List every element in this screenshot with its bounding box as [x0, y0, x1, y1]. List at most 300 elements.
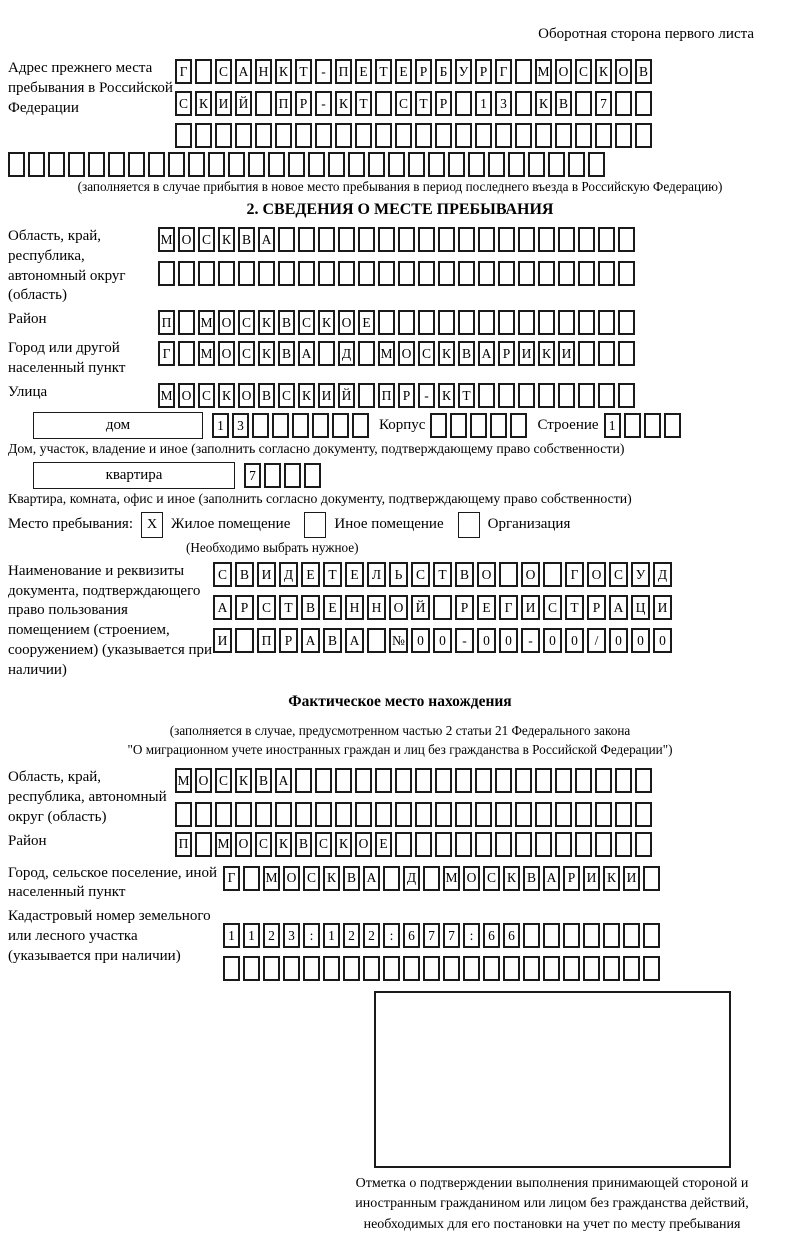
char-cell[interactable] [438, 310, 455, 335]
char-cell[interactable] [563, 923, 580, 948]
char-cell[interactable]: Г [175, 59, 192, 84]
char-cell[interactable]: 0 [411, 628, 430, 653]
char-cell[interactable] [495, 802, 512, 827]
char-cell[interactable]: Е [355, 59, 372, 84]
char-cell[interactable] [223, 956, 240, 981]
char-cell[interactable]: Н [345, 595, 364, 620]
char-cell[interactable] [304, 463, 321, 488]
char-cell[interactable]: К [535, 91, 552, 116]
char-cell[interactable]: 3 [232, 413, 249, 438]
char-cell[interactable]: Р [587, 595, 606, 620]
char-cell[interactable]: П [158, 310, 175, 335]
char-cell[interactable] [583, 923, 600, 948]
char-cell[interactable] [295, 768, 312, 793]
char-cell[interactable] [495, 768, 512, 793]
char-cell[interactable] [535, 832, 552, 857]
char-cell[interactable]: К [538, 341, 555, 366]
char-cell[interactable]: В [295, 832, 312, 857]
char-cell[interactable] [643, 956, 660, 981]
char-cell[interactable] [455, 768, 472, 793]
actual-city-row[interactable] [223, 866, 660, 891]
char-cell[interactable]: 7 [443, 923, 460, 948]
char-cell[interactable] [378, 261, 395, 286]
char-cell[interactable] [455, 123, 472, 148]
char-cell[interactable]: И [583, 866, 600, 891]
char-cell[interactable]: С [483, 866, 500, 891]
char-cell[interactable]: К [603, 866, 620, 891]
char-cell[interactable]: Ь [389, 562, 408, 587]
char-cell[interactable]: Л [367, 562, 386, 587]
char-cell[interactable] [258, 261, 275, 286]
char-cell[interactable] [318, 341, 335, 366]
char-cell[interactable]: П [275, 91, 292, 116]
char-cell[interactable]: К [235, 768, 252, 793]
char-cell[interactable]: К [438, 383, 455, 408]
char-cell[interactable] [328, 152, 345, 177]
char-cell[interactable] [355, 802, 372, 827]
char-cell[interactable] [355, 123, 372, 148]
char-cell[interactable] [518, 227, 535, 252]
char-cell[interactable] [463, 956, 480, 981]
char-cell[interactable] [635, 91, 652, 116]
char-cell[interactable]: Р [279, 628, 298, 653]
char-cell[interactable]: - [521, 628, 540, 653]
char-cell[interactable]: Г [495, 59, 512, 84]
char-cell[interactable] [568, 152, 585, 177]
char-cell[interactable] [438, 227, 455, 252]
char-cell[interactable] [288, 152, 305, 177]
char-cell[interactable] [148, 152, 165, 177]
char-cell[interactable] [538, 383, 555, 408]
char-cell[interactable] [308, 152, 325, 177]
char-cell[interactable]: - [315, 91, 332, 116]
char-cell[interactable]: Й [235, 91, 252, 116]
char-cell[interactable]: В [238, 227, 255, 252]
char-cell[interactable]: Е [477, 595, 496, 620]
char-cell[interactable]: К [258, 310, 275, 335]
char-cell[interactable] [168, 152, 185, 177]
char-cell[interactable] [403, 956, 420, 981]
char-cell[interactable] [478, 261, 495, 286]
char-cell[interactable] [595, 768, 612, 793]
char-cell[interactable] [618, 261, 635, 286]
char-cell[interactable] [68, 152, 85, 177]
char-cell[interactable] [535, 123, 552, 148]
char-cell[interactable]: И [318, 383, 335, 408]
char-cell[interactable] [523, 956, 540, 981]
char-cell[interactable] [455, 832, 472, 857]
char-cell[interactable]: М [443, 866, 460, 891]
char-cell[interactable]: Г [499, 595, 518, 620]
char-cell[interactable] [503, 956, 520, 981]
char-cell[interactable]: 0 [653, 628, 672, 653]
char-cell[interactable]: С [278, 383, 295, 408]
char-cell[interactable] [195, 832, 212, 857]
char-cell[interactable] [478, 383, 495, 408]
char-cell[interactable] [475, 123, 492, 148]
char-cell[interactable]: В [343, 866, 360, 891]
char-cell[interactable] [518, 310, 535, 335]
char-cell[interactable]: С [215, 59, 232, 84]
char-cell[interactable] [615, 832, 632, 857]
document-row-3[interactable] [213, 628, 672, 653]
char-cell[interactable] [315, 802, 332, 827]
char-cell[interactable]: А [478, 341, 495, 366]
char-cell[interactable] [195, 59, 212, 84]
char-cell[interactable]: О [235, 832, 252, 857]
prev-address-row-4[interactable] [8, 152, 792, 177]
char-cell[interactable] [475, 832, 492, 857]
char-cell[interactable]: Р [295, 91, 312, 116]
char-cell[interactable] [470, 413, 487, 438]
char-cell[interactable] [358, 383, 375, 408]
char-cell[interactable] [499, 562, 518, 587]
prev-address-row-2[interactable] [175, 91, 652, 116]
char-cell[interactable]: М [158, 227, 175, 252]
char-cell[interactable] [495, 832, 512, 857]
char-cell[interactable] [88, 152, 105, 177]
char-cell[interactable] [408, 152, 425, 177]
char-cell[interactable] [458, 227, 475, 252]
char-cell[interactable]: Е [358, 310, 375, 335]
char-cell[interactable]: О [389, 595, 408, 620]
char-cell[interactable]: В [258, 383, 275, 408]
cadastral-row-1[interactable] [223, 923, 660, 948]
char-cell[interactable] [563, 956, 580, 981]
char-cell[interactable]: С [215, 768, 232, 793]
char-cell[interactable] [238, 261, 255, 286]
char-cell[interactable] [315, 768, 332, 793]
char-cell[interactable] [343, 956, 360, 981]
char-cell[interactable] [243, 956, 260, 981]
char-cell[interactable]: П [335, 59, 352, 84]
char-cell[interactable]: В [555, 91, 572, 116]
char-cell[interactable] [578, 310, 595, 335]
char-cell[interactable] [198, 261, 215, 286]
char-cell[interactable]: О [355, 832, 372, 857]
char-cell[interactable]: И [215, 91, 232, 116]
stay-type-checkbox-other[interactable] [304, 512, 326, 538]
char-cell[interactable] [395, 832, 412, 857]
char-cell[interactable]: О [218, 310, 235, 335]
char-cell[interactable] [295, 123, 312, 148]
char-cell[interactable]: У [631, 562, 650, 587]
char-cell[interactable] [595, 832, 612, 857]
char-cell[interactable]: О [283, 866, 300, 891]
char-cell[interactable] [430, 413, 447, 438]
prev-address-row-1[interactable] [175, 59, 652, 84]
char-cell[interactable] [438, 261, 455, 286]
char-cell[interactable]: С [198, 227, 215, 252]
char-cell[interactable] [298, 261, 315, 286]
char-cell[interactable]: Р [235, 595, 254, 620]
char-cell[interactable] [598, 227, 615, 252]
char-cell[interactable]: К [503, 866, 520, 891]
document-row-2[interactable] [213, 595, 672, 620]
char-cell[interactable]: 1 [323, 923, 340, 948]
char-cell[interactable] [383, 956, 400, 981]
char-cell[interactable] [618, 341, 635, 366]
char-cell[interactable]: С [395, 91, 412, 116]
char-cell[interactable] [398, 310, 415, 335]
char-cell[interactable] [318, 227, 335, 252]
char-cell[interactable] [448, 152, 465, 177]
char-cell[interactable]: Д [338, 341, 355, 366]
char-cell[interactable]: В [635, 59, 652, 84]
char-cell[interactable] [515, 123, 532, 148]
char-cell[interactable] [538, 310, 555, 335]
char-cell[interactable] [388, 152, 405, 177]
char-cell[interactable]: Д [653, 562, 672, 587]
char-cell[interactable] [435, 832, 452, 857]
char-cell[interactable] [375, 91, 392, 116]
char-cell[interactable] [298, 227, 315, 252]
char-cell[interactable]: Г [565, 562, 584, 587]
char-cell[interactable] [510, 413, 527, 438]
char-cell[interactable] [538, 261, 555, 286]
char-cell[interactable]: Е [301, 562, 320, 587]
char-cell[interactable]: Т [355, 91, 372, 116]
char-cell[interactable]: 2 [363, 923, 380, 948]
char-cell[interactable]: Р [435, 91, 452, 116]
char-cell[interactable] [575, 832, 592, 857]
char-cell[interactable]: И [623, 866, 640, 891]
char-cell[interactable] [235, 628, 254, 653]
district-row[interactable] [158, 310, 635, 335]
document-row-1[interactable] [213, 562, 672, 587]
actual-region-row-2[interactable] [175, 802, 652, 827]
korpus-cells[interactable] [430, 413, 527, 438]
char-cell[interactable] [495, 123, 512, 148]
char-cell[interactable]: М [175, 768, 192, 793]
char-cell[interactable]: О [463, 866, 480, 891]
prev-address-row-3[interactable] [175, 123, 652, 148]
char-cell[interactable] [644, 413, 661, 438]
char-cell[interactable] [483, 956, 500, 981]
char-cell[interactable]: Т [279, 595, 298, 620]
char-cell[interactable]: Г [223, 866, 240, 891]
char-cell[interactable] [423, 956, 440, 981]
char-cell[interactable] [268, 152, 285, 177]
char-cell[interactable]: А [275, 768, 292, 793]
char-cell[interactable] [8, 152, 25, 177]
char-cell[interactable]: И [521, 595, 540, 620]
char-cell[interactable] [558, 227, 575, 252]
char-cell[interactable]: К [335, 91, 352, 116]
char-cell[interactable]: В [235, 562, 254, 587]
char-cell[interactable] [252, 413, 269, 438]
char-cell[interactable]: А [363, 866, 380, 891]
char-cell[interactable] [178, 261, 195, 286]
char-cell[interactable]: 3 [283, 923, 300, 948]
char-cell[interactable]: Д [403, 866, 420, 891]
char-cell[interactable] [664, 413, 681, 438]
char-cell[interactable] [348, 152, 365, 177]
char-cell[interactable] [335, 123, 352, 148]
char-cell[interactable]: С [303, 866, 320, 891]
char-cell[interactable]: И [257, 562, 276, 587]
char-cell[interactable]: М [378, 341, 395, 366]
char-cell[interactable]: К [438, 341, 455, 366]
char-cell[interactable] [555, 832, 572, 857]
char-cell[interactable] [598, 341, 615, 366]
char-cell[interactable] [518, 261, 535, 286]
char-cell[interactable]: Т [433, 562, 452, 587]
char-cell[interactable] [575, 768, 592, 793]
char-cell[interactable]: К [318, 310, 335, 335]
char-cell[interactable]: И [518, 341, 535, 366]
char-cell[interactable]: А [213, 595, 232, 620]
char-cell[interactable]: О [587, 562, 606, 587]
char-cell[interactable] [358, 341, 375, 366]
char-cell[interactable] [255, 91, 272, 116]
char-cell[interactable] [158, 261, 175, 286]
char-cell[interactable] [575, 91, 592, 116]
char-cell[interactable] [195, 123, 212, 148]
char-cell[interactable]: Е [375, 832, 392, 857]
char-cell[interactable]: Р [498, 341, 515, 366]
char-cell[interactable]: Т [295, 59, 312, 84]
char-cell[interactable] [378, 227, 395, 252]
char-cell[interactable]: М [215, 832, 232, 857]
char-cell[interactable] [358, 227, 375, 252]
char-cell[interactable] [548, 152, 565, 177]
char-cell[interactable]: - [315, 59, 332, 84]
char-cell[interactable] [248, 152, 265, 177]
char-cell[interactable] [618, 227, 635, 252]
stay-type-checkbox-residential[interactable]: X [141, 512, 163, 538]
char-cell[interactable]: - [418, 383, 435, 408]
char-cell[interactable]: А [258, 227, 275, 252]
char-cell[interactable] [312, 413, 329, 438]
char-cell[interactable]: А [609, 595, 628, 620]
char-cell[interactable]: Ц [631, 595, 650, 620]
char-cell[interactable]: 1 [475, 91, 492, 116]
char-cell[interactable] [358, 261, 375, 286]
char-cell[interactable]: В [523, 866, 540, 891]
char-cell[interactable]: С [609, 562, 628, 587]
char-cell[interactable] [558, 383, 575, 408]
char-cell[interactable] [415, 802, 432, 827]
char-cell[interactable] [315, 123, 332, 148]
char-cell[interactable] [235, 123, 252, 148]
char-cell[interactable] [178, 310, 195, 335]
char-cell[interactable] [395, 768, 412, 793]
char-cell[interactable]: Н [255, 59, 272, 84]
char-cell[interactable] [523, 923, 540, 948]
char-cell[interactable] [603, 956, 620, 981]
char-cell[interactable] [595, 802, 612, 827]
char-cell[interactable]: 6 [483, 923, 500, 948]
char-cell[interactable]: П [378, 383, 395, 408]
char-cell[interactable]: О [178, 383, 195, 408]
char-cell[interactable]: О [615, 59, 632, 84]
char-cell[interactable]: А [345, 628, 364, 653]
char-cell[interactable] [398, 261, 415, 286]
region-row-1[interactable] [158, 227, 635, 252]
char-cell[interactable] [28, 152, 45, 177]
char-cell[interactable]: С [315, 832, 332, 857]
char-cell[interactable]: С [238, 310, 255, 335]
char-cell[interactable] [275, 802, 292, 827]
char-cell[interactable]: П [175, 832, 192, 857]
char-cell[interactable] [583, 956, 600, 981]
char-cell[interactable] [508, 152, 525, 177]
char-cell[interactable] [455, 802, 472, 827]
char-cell[interactable] [515, 59, 532, 84]
cadastral-row-2[interactable] [223, 956, 660, 981]
char-cell[interactable]: К [218, 383, 235, 408]
char-cell[interactable]: И [653, 595, 672, 620]
char-cell[interactable]: 0 [631, 628, 650, 653]
char-cell[interactable] [418, 227, 435, 252]
char-cell[interactable]: : [463, 923, 480, 948]
char-cell[interactable] [598, 310, 615, 335]
char-cell[interactable]: П [257, 628, 276, 653]
char-cell[interactable]: 2 [263, 923, 280, 948]
char-cell[interactable] [415, 768, 432, 793]
char-cell[interactable]: Е [395, 59, 412, 84]
char-cell[interactable] [278, 261, 295, 286]
char-cell[interactable]: В [458, 341, 475, 366]
char-cell[interactable] [323, 956, 340, 981]
char-cell[interactable]: : [303, 923, 320, 948]
char-cell[interactable]: Р [455, 595, 474, 620]
char-cell[interactable] [635, 768, 652, 793]
char-cell[interactable] [578, 341, 595, 366]
char-cell[interactable]: С [411, 562, 430, 587]
char-cell[interactable] [215, 123, 232, 148]
char-cell[interactable]: Й [338, 383, 355, 408]
char-cell[interactable] [543, 956, 560, 981]
char-cell[interactable] [578, 227, 595, 252]
char-cell[interactable]: О [398, 341, 415, 366]
char-cell[interactable] [363, 956, 380, 981]
char-cell[interactable]: С [255, 832, 272, 857]
char-cell[interactable] [375, 802, 392, 827]
char-cell[interactable] [598, 261, 615, 286]
char-cell[interactable]: С [257, 595, 276, 620]
char-cell[interactable]: О [195, 768, 212, 793]
char-cell[interactable] [558, 261, 575, 286]
char-cell[interactable] [515, 768, 532, 793]
house-cells[interactable] [212, 413, 369, 438]
char-cell[interactable] [555, 768, 572, 793]
char-cell[interactable] [558, 310, 575, 335]
char-cell[interactable] [555, 802, 572, 827]
char-cell[interactable]: 1 [212, 413, 229, 438]
char-cell[interactable] [375, 768, 392, 793]
char-cell[interactable]: № [389, 628, 408, 653]
char-cell[interactable]: А [235, 59, 252, 84]
char-cell[interactable] [478, 227, 495, 252]
char-cell[interactable]: В [255, 768, 272, 793]
stroenie-cells[interactable] [604, 413, 681, 438]
char-cell[interactable]: Т [458, 383, 475, 408]
char-cell[interactable] [615, 91, 632, 116]
char-cell[interactable]: / [587, 628, 606, 653]
char-cell[interactable]: - [455, 628, 474, 653]
char-cell[interactable] [175, 802, 192, 827]
char-cell[interactable] [178, 341, 195, 366]
char-cell[interactable]: Е [323, 595, 342, 620]
char-cell[interactable]: С [575, 59, 592, 84]
char-cell[interactable] [433, 595, 452, 620]
char-cell[interactable] [490, 413, 507, 438]
char-cell[interactable] [255, 123, 272, 148]
char-cell[interactable]: М [198, 341, 215, 366]
char-cell[interactable]: В [301, 595, 320, 620]
